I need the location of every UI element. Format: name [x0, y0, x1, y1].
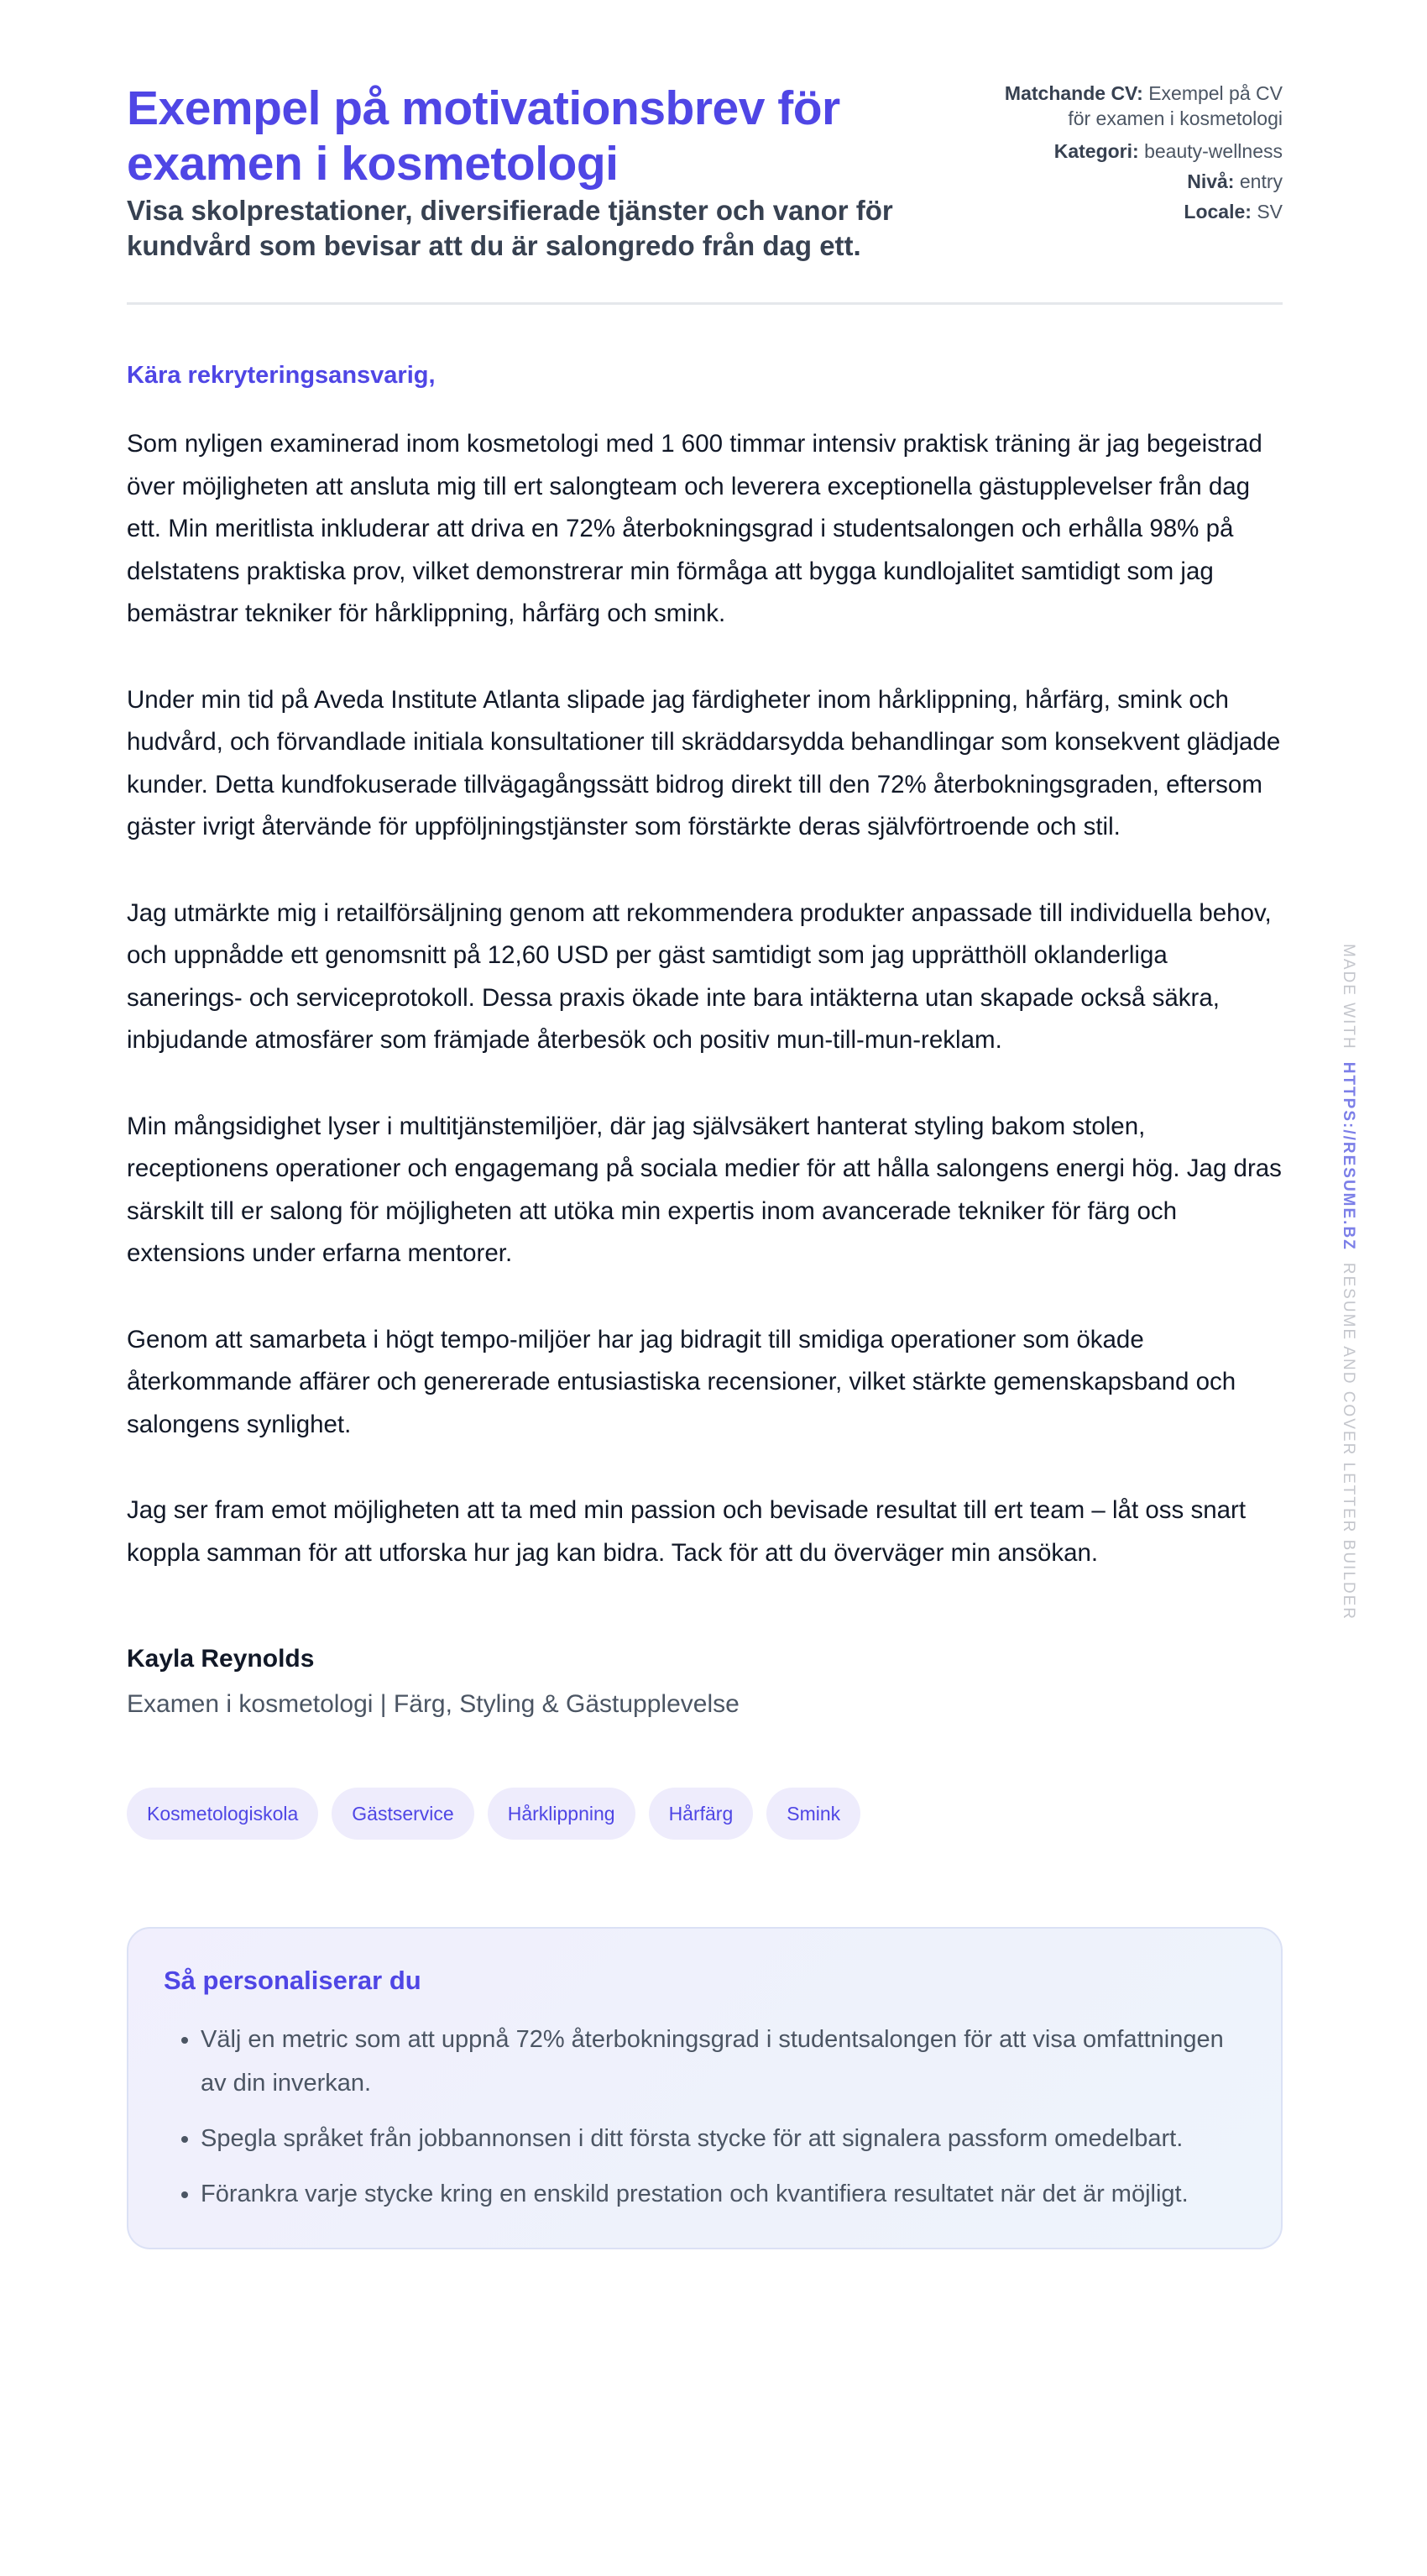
tip-item: • Spegla språket från jobbannonsen i ditt första stycke för att signalera passform omedelbart.: [201, 2117, 1246, 2160]
letter-paragraph: Under min tid på Aveda Institute Atlanta slipade jag färdigheter inom hårklippning, hårfärg, smink och hudvård, och förvandlade initiala konsultationer till skräddarsydda behandlingar som konsekvent glädjade kunder. Detta kundfokuserade tillvägagångssätt bidrog direkt till den 72% återbokningsgraden, eftersom gäster ivrigt återvände för uppföljningstjänster som förstärkte deras självförtroende och stil.: [127, 685, 1281, 840]
page-title: Exempel på motivationsbrev för examen i kosmetologi: [127, 81, 840, 191]
tips-list: [164, 2018, 1246, 2216]
tag-list: [127, 1788, 1283, 1840]
letter-paragraph: Som nyligen examinerad inom kosmetologi med 1 600 timmar intensiv praktisk träning är jag begeistrad över möjligheten att ansluta mig till ert salongteam och leverera exceptionella gästupplevelser från dag ett. Min meritlista inkluderar att driva en 72% återbokningsgrad i studentsalongen och erhålla 98% på delstatens praktiska prov, vilket demonstrerar min förmåga att bygga kundlojalitet samtidigt som jag bemästrar tekniker för hårklippning, hårfärg och smink.: [127, 430, 1262, 627]
tag[interactable]: Smink: [766, 1788, 860, 1840]
page-subtitle: Visa skolprestationer, diversifierade tjänster och vanor för kundvård som bevisar att du är salongredo från dag ett.: [127, 195, 893, 261]
tip-item: • Förankra varje stycke kring en enskild prestation och kvantifiera resultatet när det är möjligt.: [201, 2172, 1246, 2216]
tag[interactable]: Hårklippning: [488, 1788, 635, 1840]
made-with-label: MADE WITH: [1340, 944, 1357, 1050]
signature-name: Kayla Reynolds: [127, 1645, 315, 1673]
made-with-banner: [1333, 944, 1363, 1624]
header: [127, 81, 1283, 264]
tag[interactable]: Gästservice: [332, 1788, 473, 1840]
divider: [127, 302, 1283, 305]
meta-info: [997, 81, 1283, 227]
matching-cv-link[interactable]: Exempel på CV för examen i kosmetologi: [1068, 82, 1283, 129]
tip-item: • Välj en metric som att uppnå 72% återbokningsgrad i studentsalongen för att visa omfattningen av din inverkan.: [201, 2018, 1246, 2105]
meta-matching-cv: Matchande CV: Exempel på CV för examen i kosmetologi: [1004, 82, 1283, 129]
letter-paragraph: Genom att samarbeta i högt tempo-miljöer har jag bidragit till smidiga operationer som ökade återkommande affärer och genererade entusiastiska recensioner, vilket stärkte gemenskapsband och salongens synlighet.: [127, 1325, 1236, 1438]
tag[interactable]: Hårfärg: [649, 1788, 754, 1840]
page-content: [127, 81, 1283, 2249]
personalization-tips: [127, 1927, 1283, 2249]
meta-locale: Locale: SV: [1184, 201, 1283, 223]
letter-paragraph: Jag ser fram emot möjligheten att ta med min passion och bevisade resultat till ert team – låt oss snart koppla samman för att utforska hur jag kan bidra. Tack för att du överväger min ansökan.: [127, 1496, 1247, 1567]
meta-category: Kategori: beauty-wellness: [1053, 140, 1283, 162]
tips-title: Så personaliserar du: [164, 1966, 421, 1995]
builder-tagline: RESUME AND COVER LETTER BUILDER: [1340, 1262, 1357, 1621]
letter-greeting: Kära rekryteringsansvarig,: [127, 362, 436, 389]
letter-paragraph: Jag utmärkte mig i retailförsäljning genom att rekommendera produkter anpassade till individuella behov, och uppnådde ett genomsnitt på 12,60 USD per gäst samtidigt som jag upprätthöll oklanderliga sanerings- och serviceprotokoll. Dessa praxis ökade inte bara intäkterna utan skapade också säkra, inbjudande atmosfärer som främjade återbesök och positiv mun-till-mun-reklam.: [127, 898, 1272, 1054]
letter-paragraph: Min mångsidighet lyser i multitjänstemiljöer, där jag självsäkert hanterat styling bakom stolen, receptionens operationer och engagemang på sociala medier för att hålla salongens energi hög. Jag dras särskilt till er salong för möjligheten att utöka min expertis inom avancerade tekniker för färg och extensions under erfarna mentorer.: [127, 1112, 1282, 1267]
letter-body: [127, 423, 1283, 1574]
meta-level: Nivå: entry: [1187, 170, 1283, 192]
resume-bz-link[interactable]: HTTPS://RESUME.BZ: [1340, 1061, 1357, 1251]
tag[interactable]: Kosmetologiskola: [127, 1788, 318, 1840]
signature-title: Examen i kosmetologi | Färg, Styling & Gästupplevelse: [127, 1690, 740, 1718]
